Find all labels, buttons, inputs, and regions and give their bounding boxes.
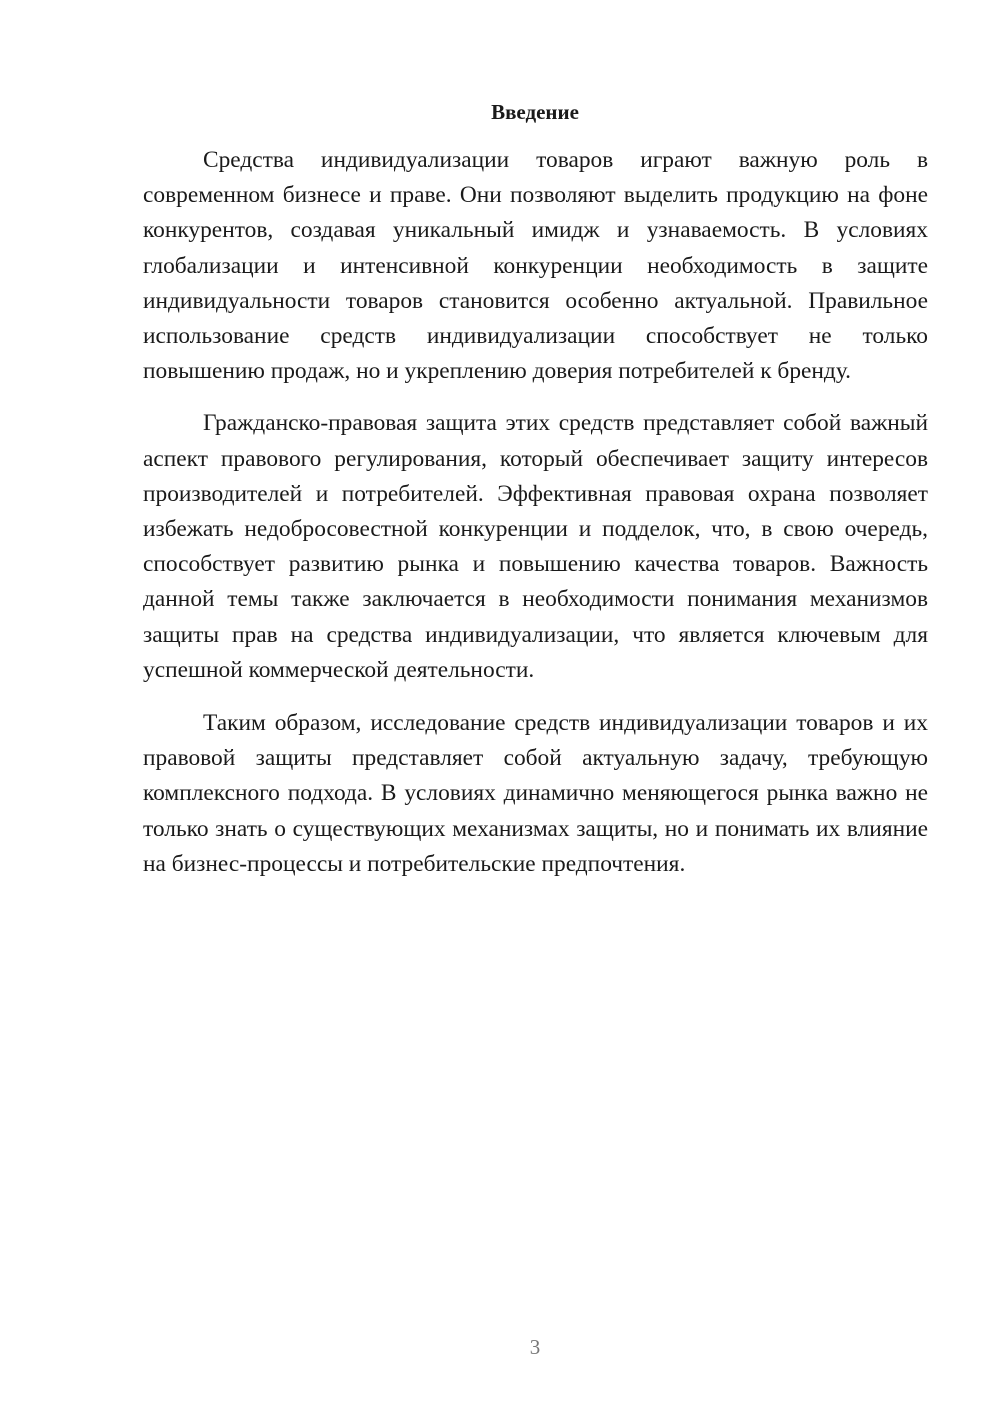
paragraph-3: Таким образом, исследование средств индивидуализации товаров и их правовой защиты представляет собой актуальную задачу, требующую комплексного подхода. В условиях динамично меняющегося рынка важно не только знать о существующих механизмах защиты, но и понимать их влияние на бизнес-процессы и потребительские предпочтения. <box>143 710 928 877</box>
paragraph-1: Средства индивидуализации товаров играют важную роль в современном бизнесе и праве. Они позволяют выделить продукцию на фоне конкурентов, создавая уникальный имидж и узнаваемость. В условиях глобализации и интенсивной конкуренции необходимость в защите индивидуальности товаров становится особенно актуальной. Правильное использование средств индивидуализации способствует не только повышению продаж, но и укреплению доверия потребителей к бренду. <box>143 147 928 385</box>
paragraph-2: Гражданско-правовая защита этих средств представляет собой важный аспект правового регулирования, который обеспечивает защиту интересов производителей и потребителей. Эффективная правовая охрана позволяет избежать недобросовестной конкуренции и подделок, что, в свою очередь, способствует развитию рынка и повышению качества товаров. Важность данной темы также заключается в необходимости понимания механизмов защиты прав на средства индивидуализации, что является ключевым для успешной коммерческой деятельности. <box>143 410 928 683</box>
page-number: 3 <box>529 1335 541 1359</box>
body-text <box>143 143 928 882</box>
section-heading: Введение <box>491 100 579 124</box>
